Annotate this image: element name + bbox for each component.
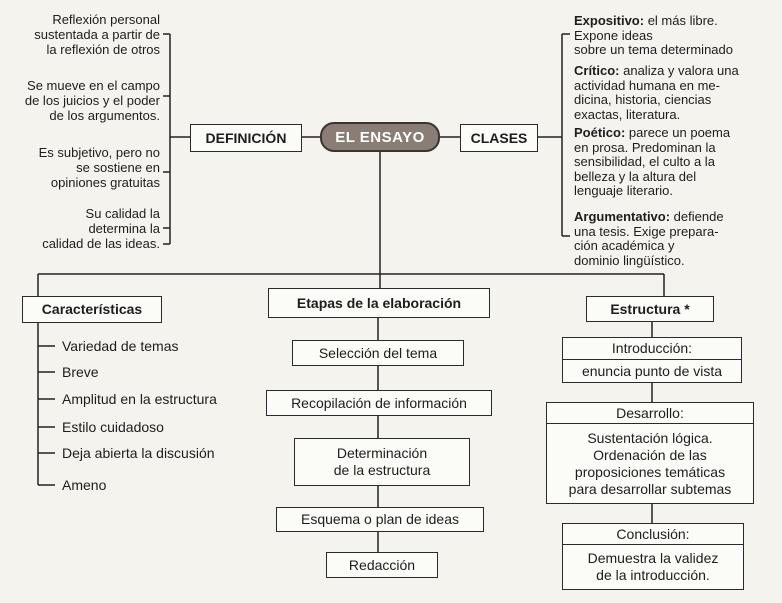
- clase-expositivo: Expositivo: el más libre. Expone ideas sobre un tema determinado: [574, 13, 733, 57]
- introduccion-body: enuncia punto de vista: [562, 359, 742, 383]
- etapa-determinacion: Determinación de la estructura: [294, 438, 470, 486]
- estructura-node: Estructura *: [586, 296, 714, 322]
- caracteristica-item: Breve: [62, 364, 99, 380]
- etapa-esquema: Esquema o plan de ideas: [276, 507, 484, 532]
- etapa-redaccion: Redacción: [326, 552, 438, 578]
- definicion-item-4: Su calidad la determina la calidad de las ideas.: [42, 206, 160, 251]
- definicion-node: DEFINICIÓN: [190, 124, 302, 152]
- clase-critico: Crítico: analiza y valora una actividad humana en me- dicina, historia, ciencias exactas, literatura.: [574, 63, 739, 122]
- caracteristicas-node: Características: [22, 296, 162, 323]
- caracteristica-item: Variedad de temas: [62, 338, 179, 354]
- etapa-recopilacion: Recopilación de información: [266, 390, 492, 416]
- center-node: EL ENSAYO: [320, 122, 440, 152]
- caracteristica-item: Ameno: [62, 477, 107, 493]
- definicion-item-1: Reflexión personal sustentada a partir de la reflexión de otros: [34, 12, 160, 57]
- introduccion-title: Introducción:: [562, 337, 742, 360]
- caracteristica-item: Amplitud en la estructura: [62, 391, 217, 407]
- clases-node: CLASES: [460, 124, 538, 152]
- clase-poetico: Poético: parece un poema en prosa. Predominan la sensibilidad, el culto a la belleza y la altura del lenguaje literario.: [574, 125, 731, 198]
- desarrollo-body: Sustentación lógica. Ordenación de las proposiciones temáticas para desarrollar subtemas: [546, 423, 754, 504]
- clase-argumentativo: Argumentativo: defiende una tesis. Exige prepara- ción académica y dominio lingüístico.: [574, 209, 724, 268]
- definicion-item-2: Se mueve en el campo de los juicios y el poder de los argumentos.: [24, 78, 160, 123]
- conclusion-title: Conclusión:: [562, 523, 744, 545]
- etapa-seleccion: Selección del tema: [292, 340, 464, 366]
- caracteristica-item: Deja abierta la discusión: [62, 445, 215, 461]
- conclusion-body: Demuestra la validez de la introducción.: [562, 544, 744, 590]
- definicion-item-3: Es subjetivo, pero no se sostiene en opiniones gratuitas: [38, 145, 160, 190]
- caracteristica-item: Estilo cuidadoso: [62, 419, 164, 435]
- desarrollo-title: Desarrollo:: [546, 402, 754, 424]
- etapas-node: Etapas de la elaboración: [268, 288, 490, 318]
